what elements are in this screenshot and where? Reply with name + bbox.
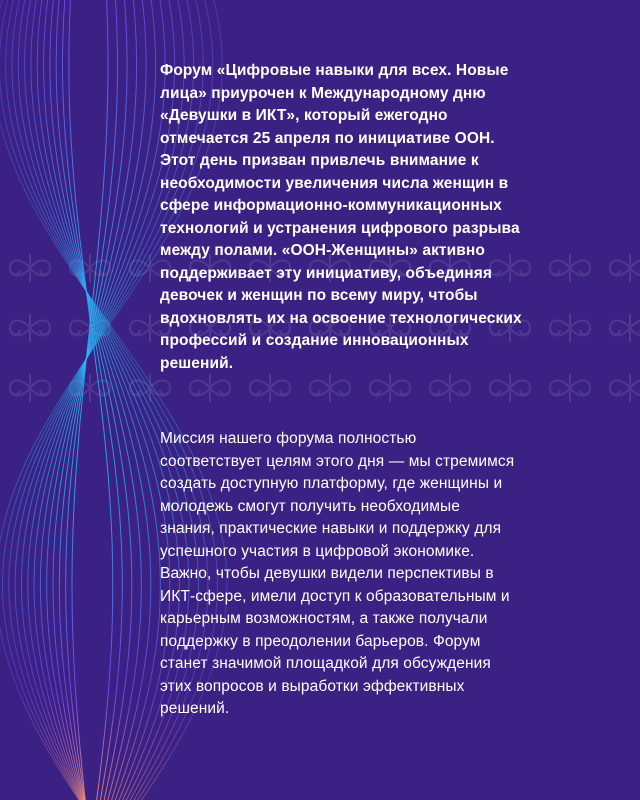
intro-paragraph: Форум «Цифровые навыки для всех. Новые лица» приурочен к Международному дню «Девушки в ИКТ», который ежегодно отмечается 25 апреля по инициативе ООН. Этот день призван привлечь внимание к необходимости увеличения числа женщин в сфере информационно-коммуникационных технологий и устранения цифрового разрыва между полами. «ООН-Женщины» активно поддерживает эту инициативу, объединяя девочек и женщин по всему миру, чтобы вдохновлять их на освоение технологических профессий и создание инновационных решений. xyxy=(160,62,522,372)
mission-paragraph: Миссия нашего форума полностью соответствует целям этого дня — мы стремимся создать доступную платформу, где женщины и молодежь смогут получить необходимые знания, практические навыки и поддержку для успешного участия в цифровой экономике. Важно, чтобы девушки видели перспективы в ИКТ-сфере, имели доступ к образовательным и карьерным возможностям, а также получали поддержку в преодолении барьеров. Форум станет значимой площадкой для обсуждения этих вопросов и выработки эффективных решений. xyxy=(160,430,515,717)
wave-line xyxy=(72,0,108,800)
wave-line xyxy=(69,0,113,800)
text-content xyxy=(160,60,600,721)
wave-line xyxy=(40,0,155,800)
wave-line xyxy=(66,0,118,800)
wave-line xyxy=(63,0,123,800)
